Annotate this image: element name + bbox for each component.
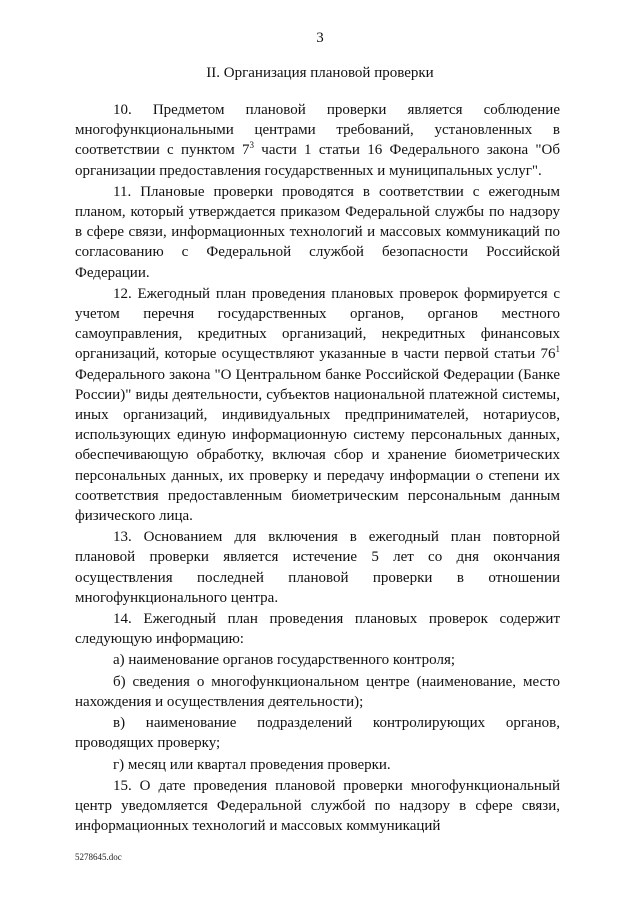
paragraph-14-item-a: а) наименование органов государственного контроля; (113, 652, 456, 669)
paragraph-15: 15. О дате проведения плановой проверки многофункциональный центр уведомляется Федеральной службой по надзору в сфере связи, информационных технологий и массовых коммуникаций (75, 777, 560, 835)
paragraph-13: 13. Основанием для включения в ежегодный план повторной плановой проверки является истечение 5 лет со дня окончания осуществления последней плановой проверки в отношении многофункционального центра. (75, 529, 560, 606)
paragraph-10 (75, 100, 560, 181)
page-number: 3 (316, 30, 324, 46)
paragraph-12-text-after: Федерального закона "О Центральном банке Российской Федерации (Банке России)" виды деятельности, субъектов национальной платежной системы, иных организаций, индивидуальных предпринимателей, нотариусов, использующих единую информационную систему персональных данных, обеспечивающую обработку, включая сбор и хранение биометрических персональных данных, их проверку и передачу информации о степени их соответствия предоставленным биометрическим персональным данным физического лица. (75, 366, 560, 525)
paragraph-12-text-before: 12. Ежегодный план проведения плановых проверок формируется с учетом перечня государственных органов, органов местного самоуправления, кредитных организаций, некредитных финансовых организаций, которые осуществляют указанные в части первой статьи 76 (75, 285, 560, 363)
paragraph-10-text-before: 10. Предметом плановой проверки является соблюдение многофункциональными центрами требований, установленных в соответствии с пунктом 7 (75, 102, 560, 159)
section-heading: II. Организация плановой проверки (206, 65, 434, 81)
paragraph-12 (75, 284, 560, 526)
paragraph-11: 11. Плановые проверки проводятся в соответствии с ежегодным планом, который утверждается приказом Федеральной службы по надзору в сфере связи, информационных технологий и массовых коммуникаций по согласованию с Федеральной службой безопасности Российской Федерации. (75, 183, 560, 281)
paragraph-10-superscript: 3 (249, 140, 255, 151)
paragraph-12-superscript: 1 (555, 344, 560, 355)
paragraph-14-item-b: б) сведения о многофункциональном центре (наименование, место нахождения и осуществления деятельности); (75, 673, 560, 710)
paragraph-14-item-d: г) месяц или квартал проведения проверки. (113, 756, 391, 773)
paragraph-14: 14. Ежегодный план проведения плановых проверок содержит следующую информацию: (75, 611, 560, 648)
paragraph-14-item-c: в) наименование подразделений контролирующих органов, проводящих проверку; (75, 715, 560, 752)
paragraph-10-text-after: части 1 статьи 16 Федерального закона "Об организации предоставления государственных и муниципальных услуг". (75, 142, 561, 179)
document-code-footer: 5278645.doc (75, 852, 122, 862)
document-body (75, 100, 560, 836)
